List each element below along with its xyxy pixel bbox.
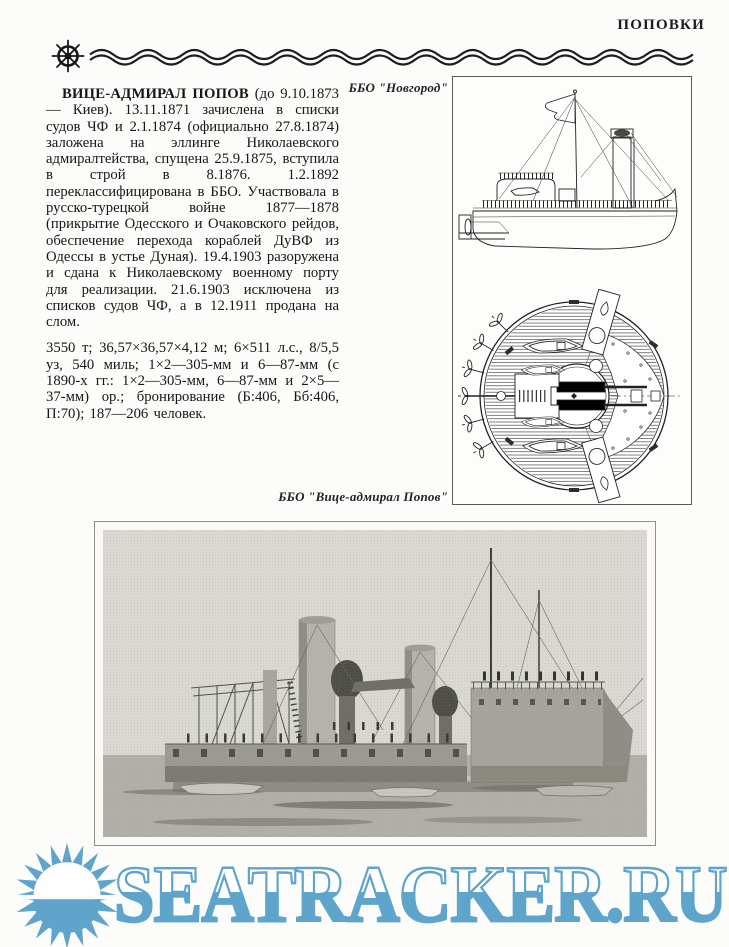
watermark-text: SEATRACKER.RU — [114, 848, 727, 939]
chapter-divider — [51, 38, 709, 74]
history-paragraph — [46, 86, 339, 330]
ship-photograph-frame — [94, 521, 656, 846]
caption-vitse-admiral-popov: ББО "Вице-адмирал Попов" — [278, 489, 448, 504]
ship-name: ВИЦЕ-АДМИРАЛ ПОПОВ — [62, 86, 249, 102]
ship-photograph — [103, 530, 647, 837]
specs-paragraph: 3550 т; 36,57×36,57×4,12 м; 6×511 л.с., 8/5,5 уз, 540 миль; 1×2—305-мм и 6—87-мм (с 1890-х гг.: 1×2—305-мм, 6—87-мм и 2×5—37-мм) ор.; бронирование (Б:406, Бб:406, П:70); 187—206 человек. — [46, 340, 339, 422]
page-header: ПОПОВКИ — [617, 17, 705, 33]
site-watermark — [14, 841, 729, 947]
wave-rule — [88, 44, 709, 68]
history-text: (до 9.10.1873 — Киев). 13.11.1871 зачислена в списки судов ЧФ и 2.1.1874 (официально 27.8.1874) заложена на эллинге Николаевского адмиралтейства, спущена 25.9.1875, вступила в строй в 8.1876. 1.2.1892 переклассифицирована в ББО. Участвовала в русско-турецкой войне 1877—1878 (прикрытие Одесского и Очаковского рейдов, обеспечение перехода кораблей ДуВФ из Одессы в устье Дуная). 19.4.1903 разоружена и сдана к Николаевскому военному порту для реализации. 21.6.1903 исключена из списков судов ЧФ, а в 12.1911 продана на слом. — [46, 86, 339, 331]
deck-plan-drawing — [453, 289, 691, 507]
technical-drawings-frame — [452, 76, 692, 505]
side-elevation-drawing — [453, 77, 691, 284]
ship-article — [46, 86, 339, 422]
caption-novgorod: ББО "Новгород" — [348, 80, 448, 95]
sun-icon — [14, 841, 120, 947]
ships-wheel-icon — [51, 39, 85, 73]
